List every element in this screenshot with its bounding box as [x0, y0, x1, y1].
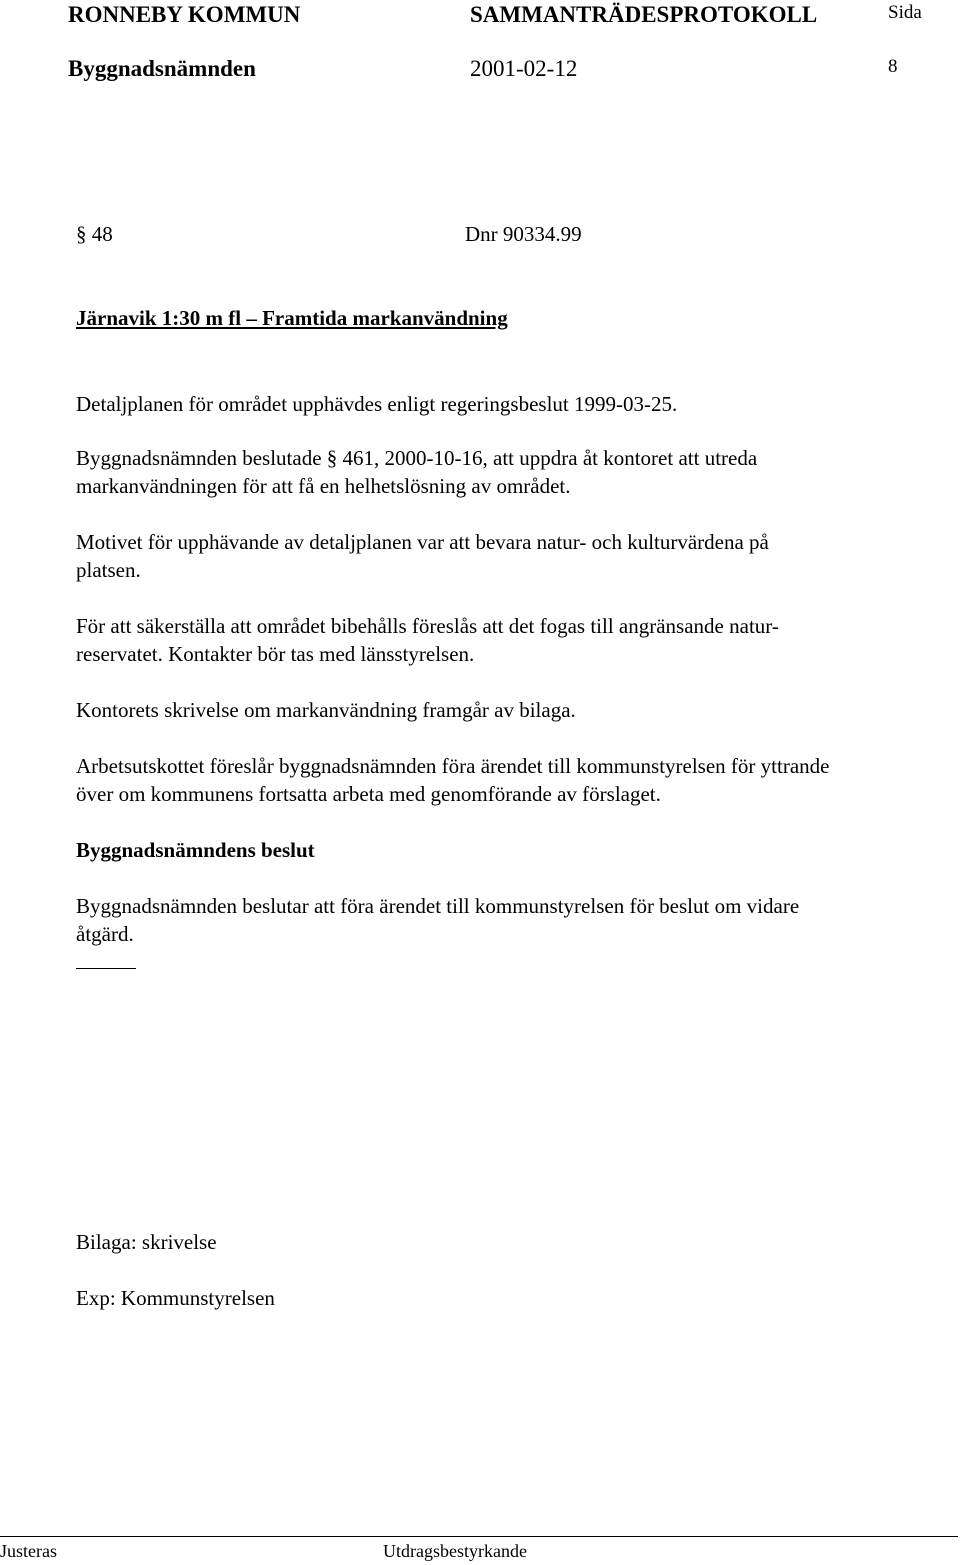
- paragraph-6-line-2: över om kommunens fortsatta arbeta med genomförande av förslaget.: [76, 782, 661, 806]
- paragraph-6-line-1: Arbetsutskottet föreslår byggnadsnämnden föra ärendet till kommunstyrelsen för yttrande: [76, 754, 830, 778]
- paragraph-4-line-1: För att säkerställa att området bibehålls föreslås att det fogas till angränsande natur-: [76, 614, 779, 638]
- paragraph-3-line-1: Motivet för upphävande av detaljplanen var att bevara natur- och kulturvärdena på: [76, 530, 769, 554]
- paragraph-2-line-2: markanvändningen för att få en helhetslösning av området.: [76, 474, 571, 498]
- footer-utdragsbestyrkande: Utdragsbestyrkande: [383, 1541, 527, 1561]
- document-type: SAMMANTRÄDESPROTOKOLL: [470, 2, 818, 27]
- decision-heading: Byggnadsnämndens beslut: [76, 838, 315, 862]
- paragraph-3-line-2: platsen.: [76, 558, 141, 582]
- paragraph-reference: § 48: [76, 222, 113, 246]
- end-of-section-rule: [76, 968, 136, 969]
- paragraph-1: Detaljplanen för området upphävdes enligt regeringsbeslut 1999-03-25.: [76, 392, 678, 416]
- decision-line-2: åtgärd.: [76, 922, 134, 946]
- decision-line-1: Byggnadsnämnden beslutar att föra ärendet till kommunstyrelsen för beslut om vidare: [76, 894, 800, 918]
- diary-number: Dnr 90334.99: [465, 222, 582, 246]
- page-label: Sida: [888, 2, 922, 23]
- paragraph-2-line-1: Byggnadsnämnden beslutade § 461, 2000-10-16, att uppdra åt kontoret att utreda: [76, 446, 758, 470]
- committee-name: Byggnadsnämnden: [68, 56, 256, 81]
- item-title: Järnavik 1:30 m fl – Framtida markanvändning: [76, 306, 508, 330]
- footer-rule: [0, 1536, 958, 1537]
- meeting-date: 2001-02-12: [470, 56, 578, 81]
- page-number: 8: [888, 56, 898, 77]
- attachment-note: Bilaga: skrivelse: [76, 1230, 217, 1254]
- distribution-note: Exp: Kommunstyrelsen: [76, 1286, 275, 1310]
- paragraph-4-line-2: reservatet. Kontakter bör tas med länsstyrelsen.: [76, 642, 475, 666]
- municipality-name: RONNEBY KOMMUN: [68, 2, 301, 27]
- footer-justeras: Justeras: [0, 1541, 57, 1561]
- paragraph-5: Kontorets skrivelse om markanvändning framgår av bilaga.: [76, 698, 576, 722]
